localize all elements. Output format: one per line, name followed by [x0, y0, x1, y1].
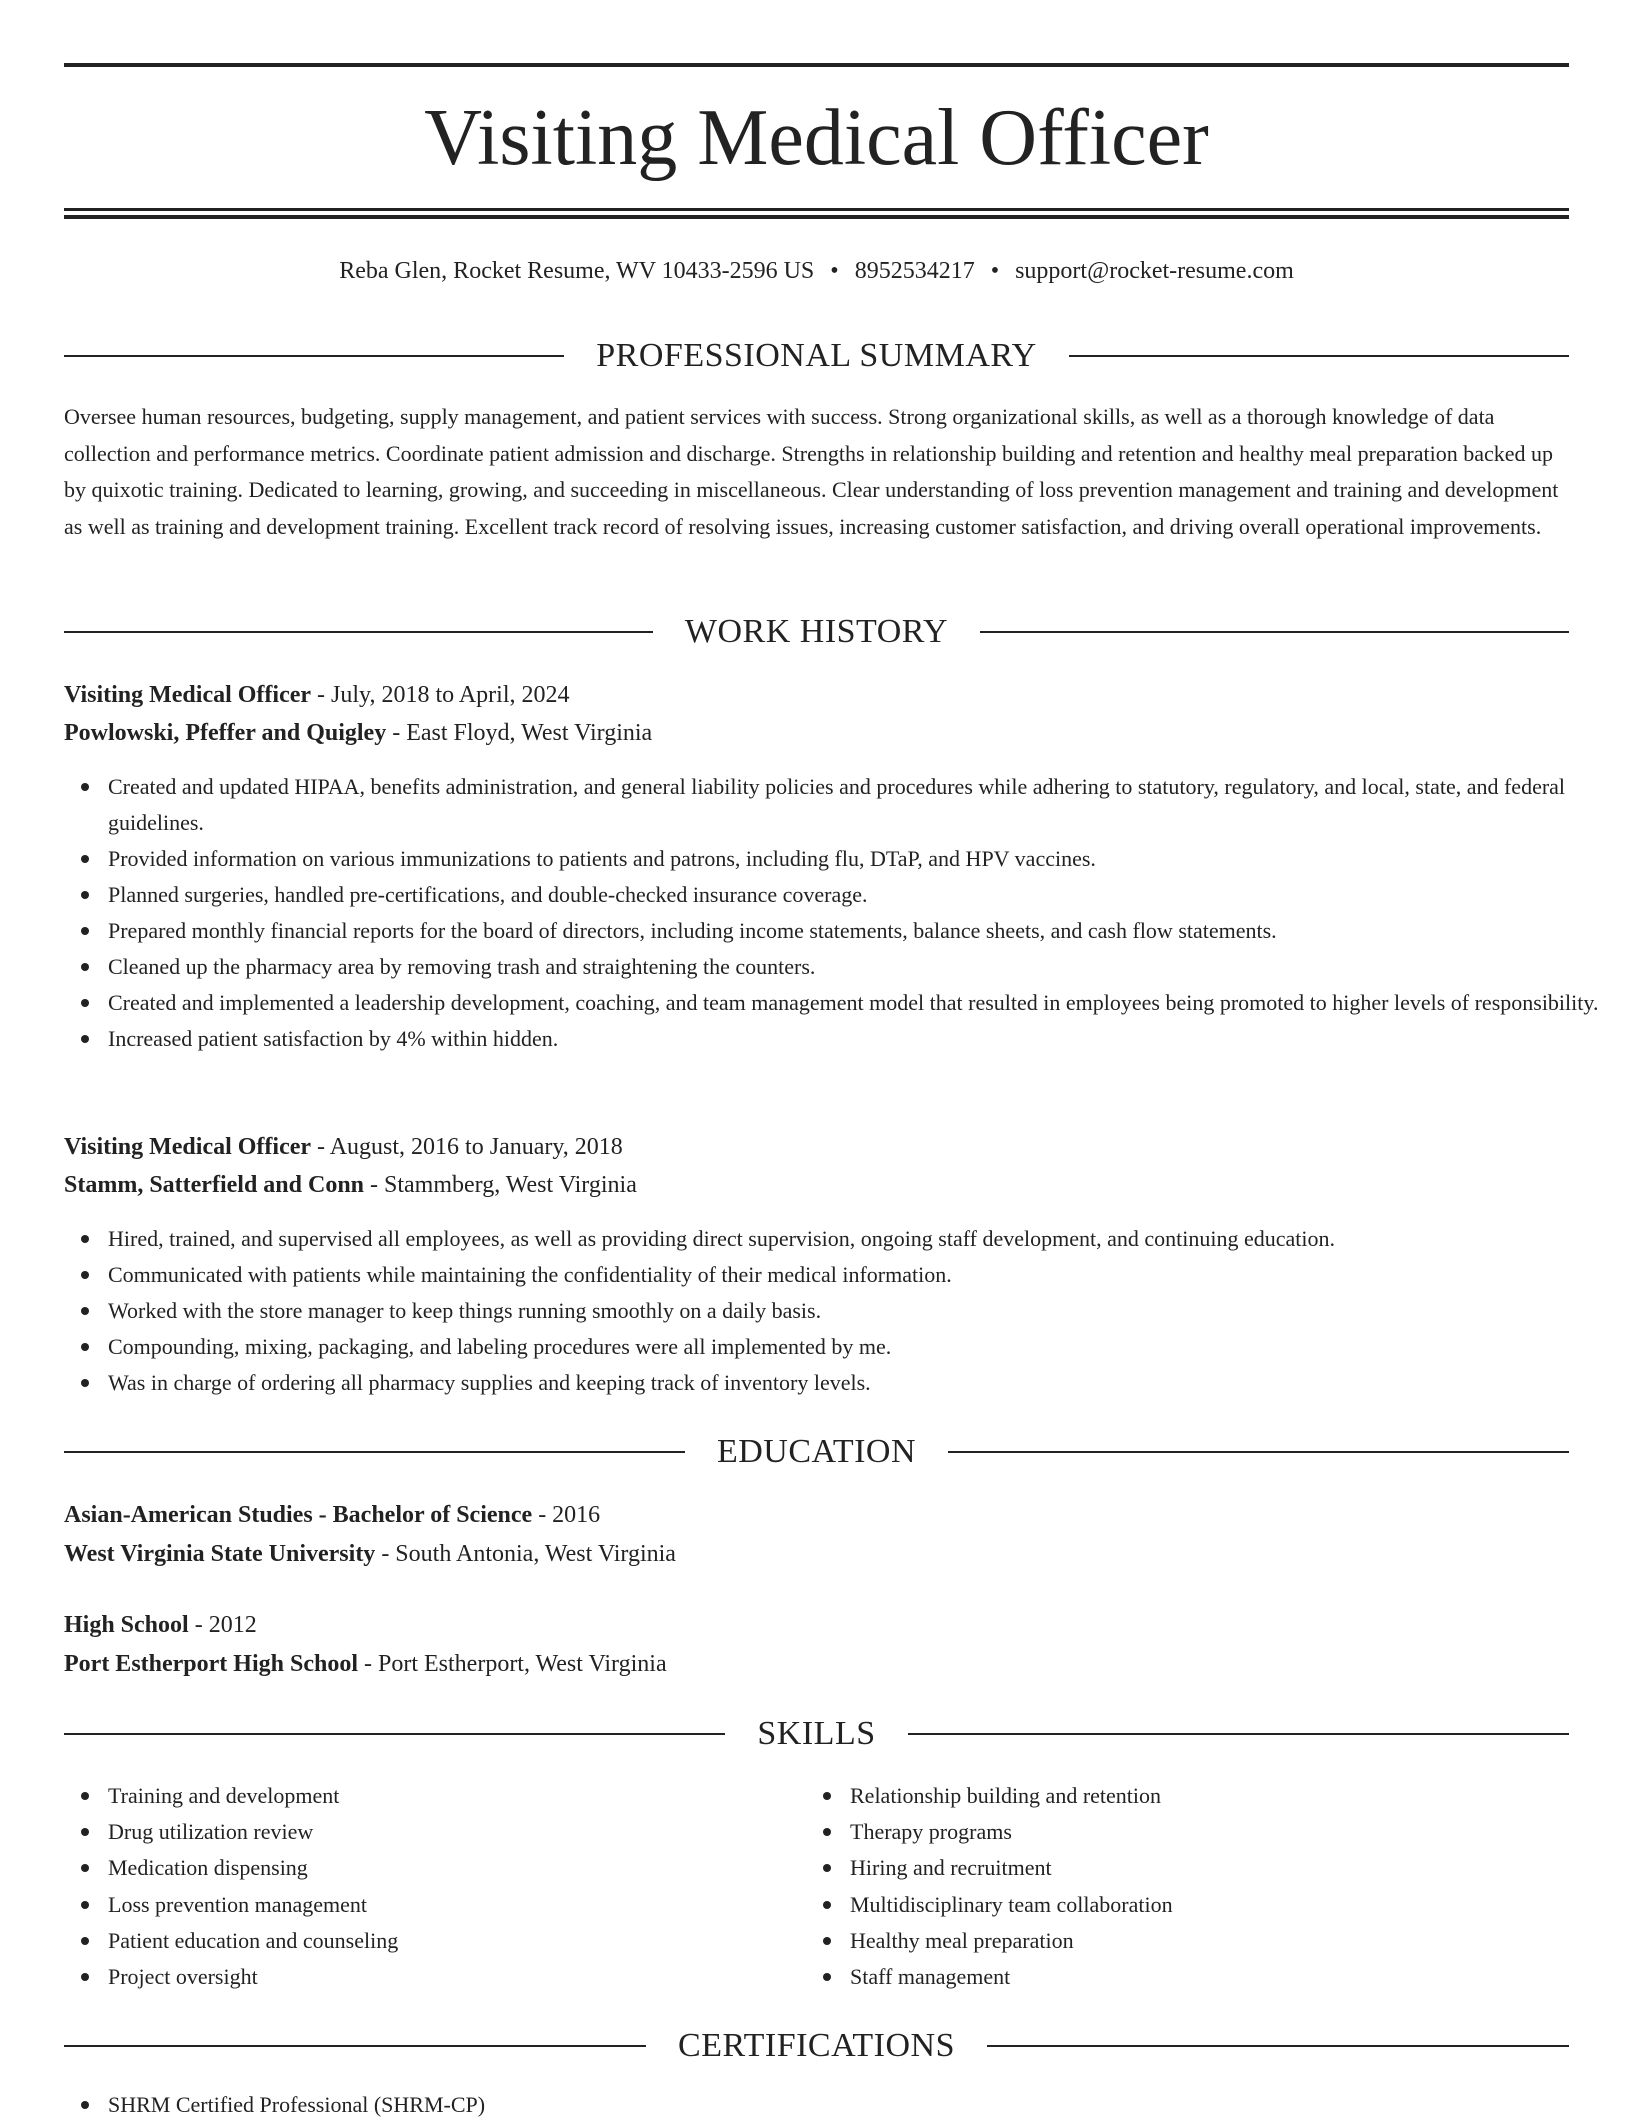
contact-email: support@rocket-resume.com	[1015, 258, 1294, 284]
section-title: EDUCATION	[716, 1433, 917, 1470]
heading-rule	[64, 631, 653, 633]
list-item: Planned surgeries, handled pre-certifications, and double-checked insurance coverage.	[108, 877, 1613, 913]
contact-line	[64, 256, 1569, 286]
skill-item: Relationship building and retention	[850, 1778, 1550, 1814]
list-item: Prepared monthly financial reports for the board of directors, including income statements, balance sheets, and cash flow statements.	[108, 913, 1613, 949]
education-year: - 2012	[188, 1612, 257, 1638]
job-title-line	[64, 676, 1569, 714]
job-bullets	[64, 1221, 1613, 1401]
skill-item: Drug utilization review	[108, 1814, 808, 1850]
education-location: - Port Estherport, West Virginia	[358, 1651, 667, 1677]
section-heading-certifications	[64, 2026, 1569, 2066]
job-company-line	[64, 714, 1569, 752]
list-item: Provided information on various immunizations to patients and patrons, including flu, DTaP, and HPV vaccines.	[108, 841, 1613, 877]
job-location: - Stammberg, West Virginia	[364, 1172, 637, 1198]
education-degree: High School	[64, 1612, 189, 1638]
section-heading-skills	[64, 1714, 1569, 1754]
skill-item: Therapy programs	[850, 1814, 1550, 1850]
list-item: Cleaned up the pharmacy area by removing trash and straightening the counters.	[108, 949, 1613, 985]
job-dates: - August, 2016 to January, 2018	[311, 1134, 623, 1160]
heading-rule	[908, 1733, 1569, 1735]
contact-address: Reba Glen, Rocket Resume, WV 10433-2596 US	[339, 258, 815, 284]
certifications-list	[64, 2087, 1613, 2123]
heading-rule	[64, 1451, 685, 1453]
list-item: Worked with the store manager to keep things running smoothly on a daily basis.	[108, 1293, 1613, 1329]
heading-rule	[1069, 355, 1569, 357]
skill-item: Training and development	[108, 1778, 808, 1814]
list-item: Created and implemented a leadership development, coaching, and team management model that resulted in employees being promoted to higher levels of responsibility.	[108, 985, 1613, 1021]
skill-item: Medication dispensing	[108, 1850, 808, 1886]
title-double-rule	[64, 208, 1569, 219]
list-item: Created and updated HIPAA, benefits administration, and general liability policies and procedures while adhering to statutory, regulatory, and local, state, and federal guidelines.	[108, 769, 1613, 841]
skill-item: Patient education and counseling	[108, 1923, 808, 1959]
list-item: Was in charge of ordering all pharmacy supplies and keeping track of inventory levels.	[108, 1365, 1613, 1401]
education-degree-line	[64, 1606, 1569, 1644]
education-school: West Virginia State University	[64, 1541, 376, 1567]
education-school-line	[64, 1535, 1569, 1573]
heading-rule	[980, 631, 1569, 633]
heading-rule	[64, 2045, 646, 2047]
list-item: Communicated with patients while maintaining the confidentiality of their medical information.	[108, 1257, 1613, 1293]
certification-item: SHRM Certified Professional (SHRM-CP)	[108, 2087, 1613, 2123]
list-item: Compounding, mixing, packaging, and labeling procedures were all implemented by me.	[108, 1329, 1613, 1365]
education-year: - 2016	[532, 1502, 601, 1528]
heading-rule	[987, 2045, 1569, 2047]
job-title: Visiting Medical Officer	[64, 1134, 312, 1160]
education-school-line	[64, 1645, 1569, 1683]
section-heading-work	[64, 612, 1569, 652]
skill-item: Loss prevention management	[108, 1887, 808, 1923]
skill-item: Hiring and recruitment	[850, 1850, 1550, 1886]
job-company: Stamm, Satterfield and Conn	[64, 1172, 365, 1198]
heading-rule	[948, 1451, 1569, 1453]
job-title-line	[64, 1128, 1569, 1166]
job-dates: - July, 2018 to April, 2024	[311, 682, 570, 708]
summary-text: Oversee human resources, budgeting, supply management, and patient services with success. Strong organizational skills, as well as a thorough knowledge of data collection and performance metrics. Coordinate patient admission and discharge. Strengths in relationship building and retention and healthy meal preparation backed up by quixotic training. Dedicated to learning, growing, and succeeding in miscellaneous. Clear understanding of loss prevention management and training and development as well as training and development training. Excellent track record of resolving issues, increasing customer satisfaction, and driving overall operational improvements.	[64, 404, 1559, 539]
heading-rule	[64, 1733, 725, 1735]
education-degree-line	[64, 1496, 1569, 1534]
job-company: Powlowski, Pfeffer and Quigley	[64, 720, 387, 746]
section-title: PROFESSIONAL SUMMARY	[596, 337, 1037, 374]
job-company-line	[64, 1166, 1569, 1204]
education-school: Port Estherport High School	[64, 1651, 358, 1677]
skills-list-right	[806, 1778, 1550, 1995]
section-heading-summary	[64, 336, 1569, 376]
contact-separator: •	[990, 258, 1000, 284]
section-title: WORK HISTORY	[684, 613, 949, 650]
skills-list-left	[64, 1778, 808, 1995]
heading-rule	[64, 355, 564, 357]
list-item: Hired, trained, and supervised all employees, as well as providing direct supervision, ongoing staff development, and continuing education.	[108, 1221, 1613, 1257]
section-title: CERTIFICATIONS	[678, 2027, 955, 2064]
skill-item: Staff management	[850, 1959, 1550, 1995]
section-title: SKILLS	[757, 1715, 876, 1752]
top-rule	[64, 63, 1569, 67]
job-title: Visiting Medical Officer	[64, 682, 312, 708]
contact-phone: 8952534217	[854, 258, 975, 284]
contact-separator: •	[830, 258, 839, 284]
education-degree: Asian-American Studies - Bachelor of Science	[64, 1502, 533, 1528]
page-title: Visiting Medical Officer	[424, 94, 1209, 182]
skill-item: Project oversight	[108, 1959, 808, 1995]
job-bullets	[64, 769, 1613, 1057]
skill-item: Healthy meal preparation	[850, 1923, 1550, 1959]
section-heading-education	[64, 1432, 1569, 1472]
education-location: - South Antonia, West Virginia	[375, 1541, 676, 1567]
job-location: - East Floyd, West Virginia	[386, 720, 653, 746]
skill-item: Multidisciplinary team collaboration	[850, 1887, 1550, 1923]
list-item: Increased patient satisfaction by 4% within hidden.	[108, 1021, 1613, 1057]
